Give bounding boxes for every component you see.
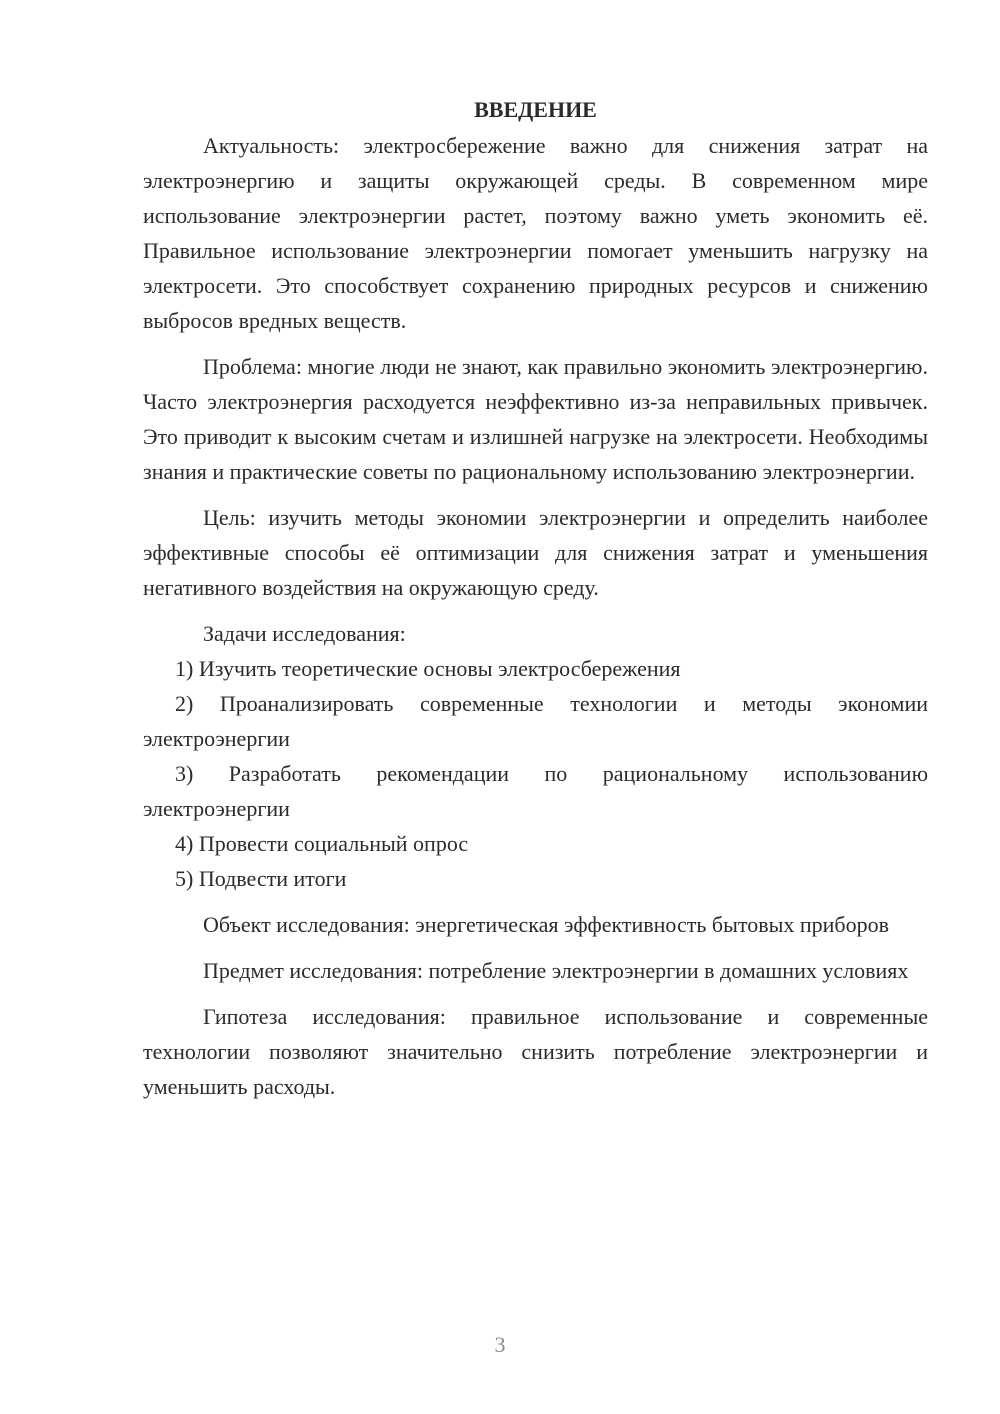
paragraph-object: Объект исследования: энергетическая эффективность бытовых приборов xyxy=(203,912,889,937)
task-item-2: 2) Проанализировать современные технологии и методы экономии электроэнергии xyxy=(143,691,928,751)
paragraph-goal: Цель: изучить методы экономии электроэнергии и определить наиболее эффективные способы её оптимизации для снижения затрат и уменьшения негативного воздействия на окружающую среду. xyxy=(143,505,928,600)
paragraph-relevance: Актуальность: электросбережение важно для снижения затрат на электроэнергию и защиты окружающей среды. В современном мире использование электроэнергии растет, поэтому важно уметь экономить её. Правильное использование электроэнергии помогает уменьшить нагрузку на электросети. Это способствует сохранению природных ресурсов и снижению выбросов вредных веществ. xyxy=(143,133,928,333)
section-heading: ВВЕДЕНИЕ xyxy=(474,97,597,122)
tasks-title: Задачи исследования: xyxy=(203,621,406,646)
paragraph-subject: Предмет исследования: потребление электроэнергии в домашних условиях xyxy=(203,958,909,983)
paragraph-problem: Проблема: многие люди не знают, как правильно экономить электроэнергию. Часто электроэнергия расходуется неэффективно из-за неправильных привычек. Это приводит к высоким счетам и излишней нагрузке на электросети. Необходимы знания и практические советы по рациональному использованию электроэнергии. xyxy=(143,354,928,484)
task-item-4: 4) Провести социальный опрос xyxy=(175,831,469,856)
task-item-1: 1) Изучить теоретические основы электросбережения xyxy=(175,656,681,681)
paragraph-hypothesis: Гипотеза исследования: правильное использование и современные технологии позволяют значительно снизить потребление электроэнергии и уменьшить расходы. xyxy=(143,1004,928,1099)
task-item-3: 3) Разработать рекомендации по рациональному использованию электроэнергии xyxy=(143,761,928,821)
page-number: 3 xyxy=(494,1332,506,1357)
document-page xyxy=(143,92,928,1104)
task-item-5: 5) Подвести итоги xyxy=(175,866,347,891)
